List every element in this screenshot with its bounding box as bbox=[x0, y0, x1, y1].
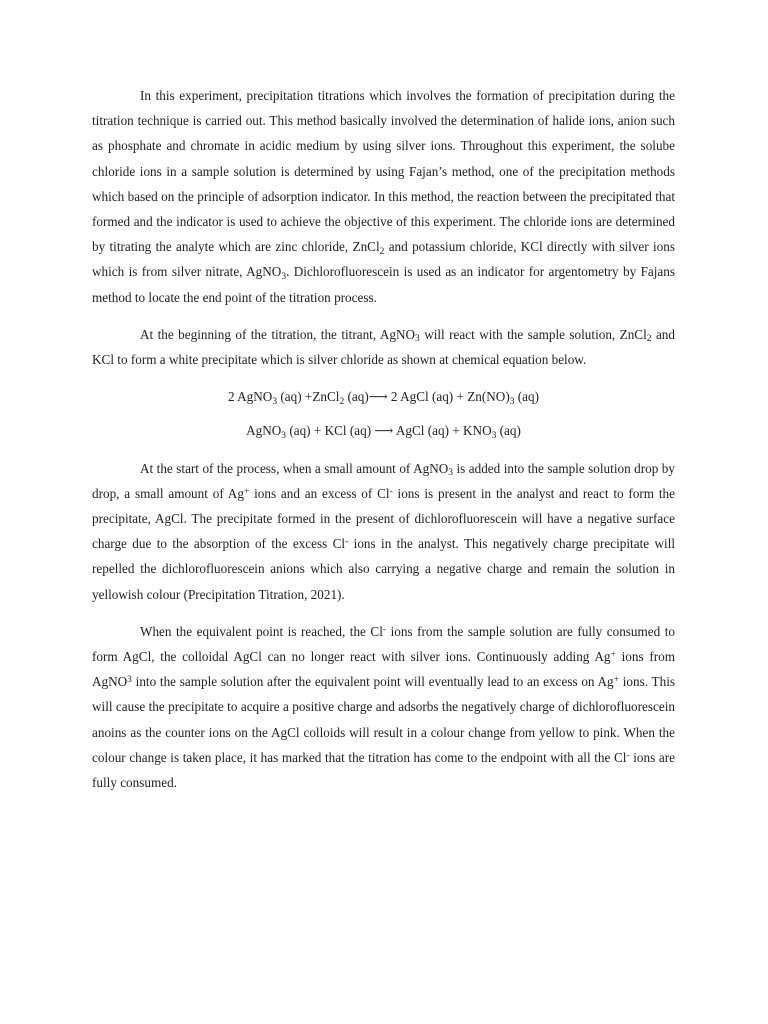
text-run: (aq) +ZnCl bbox=[277, 389, 340, 405]
subscript: 3 bbox=[509, 396, 515, 407]
chemical-equation-1 bbox=[92, 384, 675, 409]
subscript: 3 bbox=[448, 468, 453, 479]
text-run: ions in the analyst. This negatively charge precipitate will repelled the dichlorofluorescein anions which also carrying a negative charge and remain the solution in yellowish colour (Precipitation Titration, 2021). bbox=[92, 536, 675, 602]
text-run: At the start of the process, when a small amount of AgNO bbox=[140, 460, 449, 476]
subscript: 2 bbox=[339, 396, 345, 407]
superscript: - bbox=[345, 536, 349, 547]
text-run: is added into the sample solution drop by drop, a small amount of Ag bbox=[92, 460, 675, 501]
chemical-equation-2 bbox=[92, 418, 675, 443]
text-run: and KCl to form a white precipitate which is silver chloride as shown at chemical equation below. bbox=[92, 326, 675, 368]
paragraph-equivalent-point bbox=[92, 619, 675, 795]
text-run: (aq) + KCl (aq) ⟶ AgCl (aq) + KNO bbox=[286, 423, 492, 439]
text-run: 2 AgNO bbox=[228, 389, 273, 405]
paragraph-titration-beginning bbox=[92, 322, 675, 372]
document-page bbox=[92, 83, 675, 807]
text-run: In this experiment, precipitation titrations which involves the formation of precipitation during the titration technique is carried out. This method basically involved the determination of halide ions, anion such as phosphate and chromate in acidic medium by using silver ions. Throughout this experiment, the solube chloride ions in a sample solution is determined by using Fajan’s method, one of the precipitation methods which based on the principle of adsorption indicator. In this method, the reaction between the precipitated that formed and the indicator is used to achieve the objective of this experiment. The chloride ions are determined by titrating the analyte which are zinc chloride, ZnCl bbox=[92, 88, 675, 255]
text-run: into the sample solution after the equivalent point will eventually lead to an excess on Ag bbox=[131, 674, 614, 690]
text-run: ions and an excess of Cl bbox=[249, 485, 390, 501]
text-run: (aq)⟶ 2 AgCl (aq) + Zn(NO) bbox=[344, 389, 510, 405]
text-run: When the equivalent point is reached, the Cl bbox=[140, 623, 383, 639]
superscript: - bbox=[382, 624, 387, 635]
text-run: . Dichlorofluorescein is used as an indicator for argentometry by Fajans method to locate the end point of the titration process. bbox=[92, 264, 676, 305]
text-run: ions is present in the analyst and react to form the precipitate, AgCl. The precipitate formed in the present of dichlorofluorescein will have a negative surface charge due to the absorption of the excess Cl bbox=[92, 485, 676, 552]
subscript: 3 bbox=[415, 334, 420, 345]
text-run: At the beginning of the titration, the titrant, AgNO bbox=[140, 326, 416, 342]
subscript: 3 bbox=[281, 272, 287, 283]
superscript: - bbox=[389, 486, 393, 497]
superscript: 3 bbox=[127, 675, 132, 685]
superscript: + bbox=[243, 486, 250, 497]
text-run: ions from the sample solution are fully consumed to form AgCl, the colloidal AgCl can no longer react with silver ions. Continuously adding Ag bbox=[92, 623, 675, 665]
text-run: (aq) bbox=[496, 423, 521, 439]
text-run: and potassium chloride, KCl directly with silver ions which is from silver nitrate, AgNO bbox=[92, 239, 675, 280]
superscript: - bbox=[626, 750, 630, 761]
text-run: will react with the sample solution, ZnCl bbox=[419, 326, 647, 342]
subscript: 2 bbox=[379, 246, 385, 257]
subscript: 2 bbox=[646, 334, 652, 345]
text-run: AgNO bbox=[246, 423, 282, 439]
text-run: ions. This will cause the precipitate to acquire a positive charge and adsorbs the negatively charge of dichlorofluorescein anoins as the counter ions on the AgCl colloids will result in a colour change from yellow to pink. When the colour change is taken place, it has marked that the titration has come to the endpoint with all the Cl bbox=[92, 674, 675, 765]
text-run: ions from AgNO bbox=[92, 649, 676, 690]
text-run: (aq) bbox=[514, 389, 539, 405]
superscript: + bbox=[610, 649, 616, 660]
subscript: 3 bbox=[491, 431, 497, 442]
subscript: 3 bbox=[272, 396, 278, 407]
superscript: + bbox=[613, 675, 620, 685]
paragraph-process-start bbox=[92, 456, 675, 607]
paragraph-intro bbox=[92, 83, 675, 310]
text-run: ions are fully consumed. bbox=[92, 749, 675, 791]
subscript: 3 bbox=[281, 431, 287, 442]
